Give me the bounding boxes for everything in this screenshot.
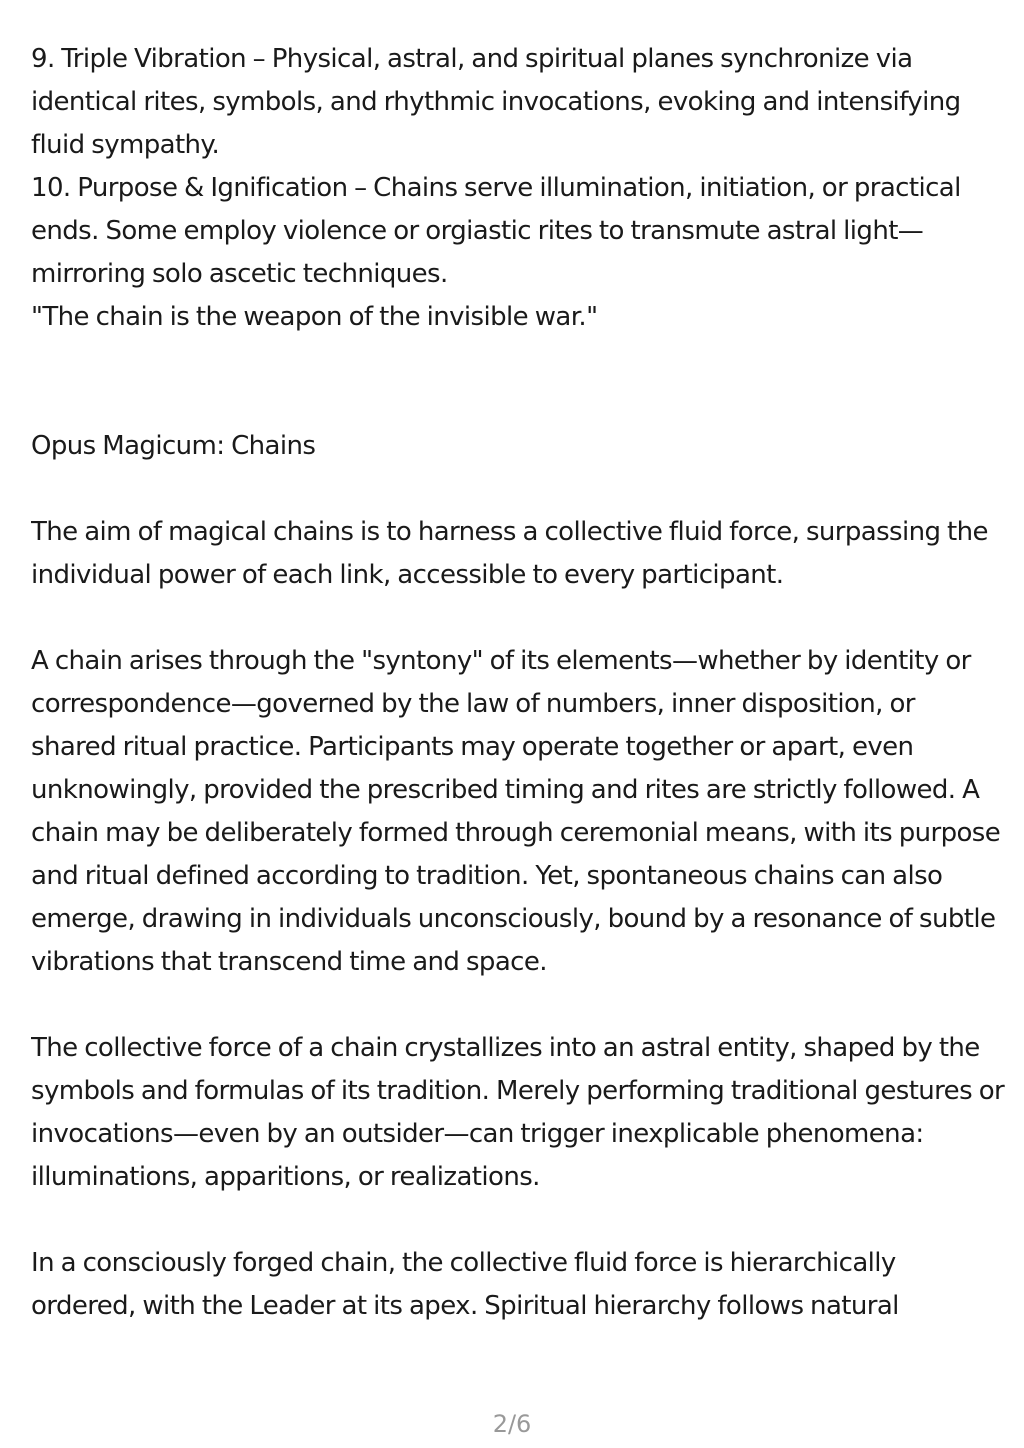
spacer <box>31 597 1006 640</box>
spacer <box>31 1199 1006 1242</box>
paragraph-hierarchy: In a consciously forged chain, the collective fluid force is hierarchically ordered, with the Leader at its apex. Spiritual hierarchy follows natural <box>31 1248 899 1321</box>
spacer <box>31 339 1006 425</box>
paragraph-syntony: A chain arises through the "syntony" of its elements—whether by identity or correspondence—governed by the law of numbers, inner disposition, or shared ritual practice. Participants may operate together or apart, even unknowingly, provided the prescribed timing and rites are strictly followed. A chain may be deliberately formed through ceremonial means, with its purpose and ritual defined according to tradition. Yet, spontaneous chains can also emerge, drawing in individuals unconsciously, bound by a resonance of subtle vibrations that transcend time and space. <box>31 646 1001 977</box>
page-number: 2/6 <box>492 1410 532 1438</box>
list-item-purpose-ignification: 10. Purpose & Ignification – Chains serve illumination, initiation, or practical ends. Some employ violence or orgiastic rites to transmute astral light—mirroring solo ascetic techniques. <box>31 173 961 289</box>
paragraph-collective-force: The collective force of a chain crystallizes into an astral entity, shaped by the symbols and formulas of its tradition. Merely performing traditional gestures or invocations—even by an outsider—can trigger inexplicable phenomena: illuminations, apparitions, or realizations. <box>31 1033 1005 1192</box>
document-page <box>31 38 1006 1410</box>
paragraph-aim: The aim of magical chains is to harness a collective fluid force, surpassing the individual power of each link, accessible to every participant. <box>31 517 988 590</box>
quote: "The chain is the weapon of the invisible war." <box>31 302 598 332</box>
section-title: Opus Magicum: Chains <box>31 431 316 461</box>
list-item-triple-vibration: 9. Triple Vibration – Physical, astral, and spiritual planes synchronize via identical rites, symbols, and rhythmic invocations, evoking and intensifying fluid sympathy. <box>31 44 961 160</box>
spacer <box>31 468 1006 511</box>
spacer <box>31 984 1006 1027</box>
